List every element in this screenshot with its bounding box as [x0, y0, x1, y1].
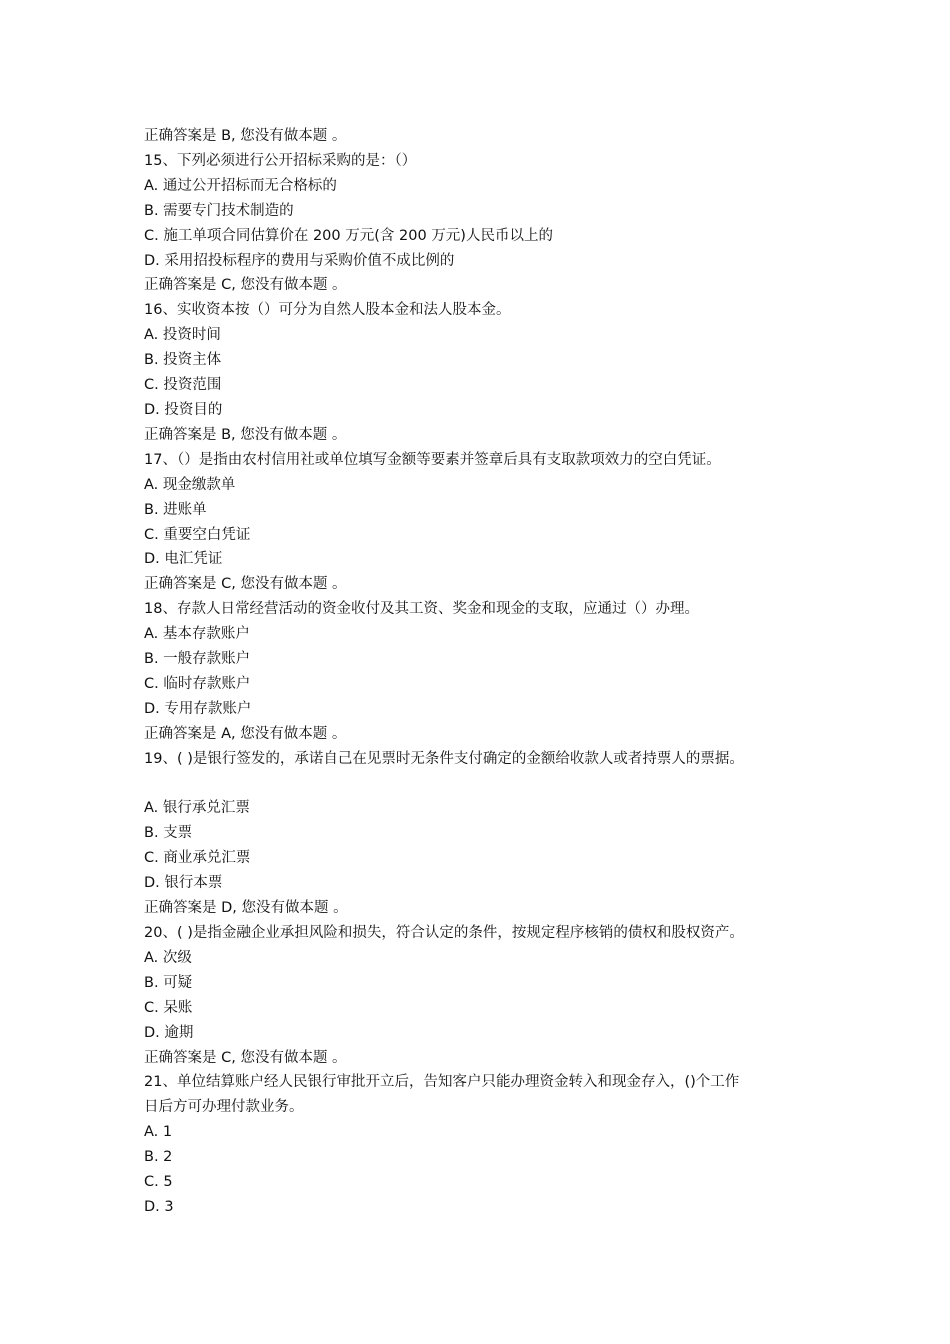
question-stem: 15、下列必须进行公开招标采购的是：（）	[144, 152, 417, 169]
option-a: A. 基本存款账户	[144, 626, 250, 643]
question-stem: 16、实收资本按（）可分为自然人股本金和法人股本金。	[144, 302, 511, 319]
option-b: B. 可疑	[144, 974, 193, 991]
question-stem: 17、（）是指由农村信用社或单位填写金额等要素并签章后具有支取款项效力的空白凭证。	[144, 451, 721, 468]
blank-line	[144, 772, 824, 797]
option-c: C. 呆账	[144, 999, 193, 1016]
option-b: B. 一般存款账户	[144, 651, 251, 668]
answer-line: 正确答案是 C, 您没有做本题 。	[144, 1049, 347, 1066]
question-stem: 18、存款人日常经营活动的资金收付及其工资、奖金和现金的支取，应通过（）办理。	[144, 601, 699, 618]
option-c: C. 临时存款账户	[144, 675, 251, 692]
option-d: D. 3	[144, 1198, 174, 1215]
answer-line: 正确答案是 B, 您没有做本题 。	[144, 128, 347, 144]
option-c: C. 施工单项合同估算价在 200 万元(含 200 万元)人民币以上的	[144, 227, 553, 244]
document-body	[144, 124, 824, 1220]
option-d: D. 采用招投标程序的费用与采购价值不成比例的	[144, 252, 455, 269]
option-a: A. 1	[144, 1124, 173, 1141]
option-c: C. 5	[144, 1174, 173, 1191]
question-stem: 19、( )是银行签发的，承诺自己在见票时无条件支付确定的金额给收款人或者持票人的票据。	[144, 750, 744, 767]
answer-line: 正确答案是 B, 您没有做本题 。	[144, 426, 347, 443]
option-d: D. 专用存款账户	[144, 700, 252, 717]
question-stem-line-2: 日后方可办理付款业务。	[144, 1099, 304, 1116]
option-d: D. 逾期	[144, 1024, 194, 1041]
option-c: C. 投资范围	[144, 377, 222, 394]
option-b: B. 2	[144, 1149, 173, 1166]
option-b: B. 进账单	[144, 501, 207, 518]
option-a: A. 银行承兑汇票	[144, 800, 250, 817]
question-stem-line-1: 21、单位结算账户经人民银行审批开立后，告知客户只能办理资金转入和现金存入，()个工作	[144, 1074, 740, 1091]
question-stem: 20、( )是指金融企业承担风险和损失，符合认定的条件，按规定程序核销的债权和股权资产。	[144, 924, 744, 941]
option-c: C. 商业承兑汇票	[144, 850, 251, 867]
option-a: A. 投资时间	[144, 327, 221, 344]
option-b: B. 投资主体	[144, 352, 222, 369]
option-d: D. 投资目的	[144, 401, 223, 418]
option-a: A. 次级	[144, 949, 192, 966]
option-a: A. 通过公开招标而无合格标的	[144, 177, 337, 194]
option-d: D. 电汇凭证	[144, 551, 223, 568]
option-b: B. 支票	[144, 825, 193, 842]
option-d: D. 银行本票	[144, 875, 223, 892]
option-c: C. 重要空白凭证	[144, 526, 251, 543]
answer-line: 正确答案是 C, 您没有做本题 。	[144, 277, 347, 294]
option-a: A. 现金缴款单	[144, 476, 236, 493]
option-b: B. 需要专门技术制造的	[144, 202, 294, 219]
answer-line: 正确答案是 D, 您没有做本题 。	[144, 900, 348, 917]
answer-line: 正确答案是 C, 您没有做本题 。	[144, 576, 347, 593]
answer-line: 正确答案是 A, 您没有做本题 。	[144, 725, 347, 742]
